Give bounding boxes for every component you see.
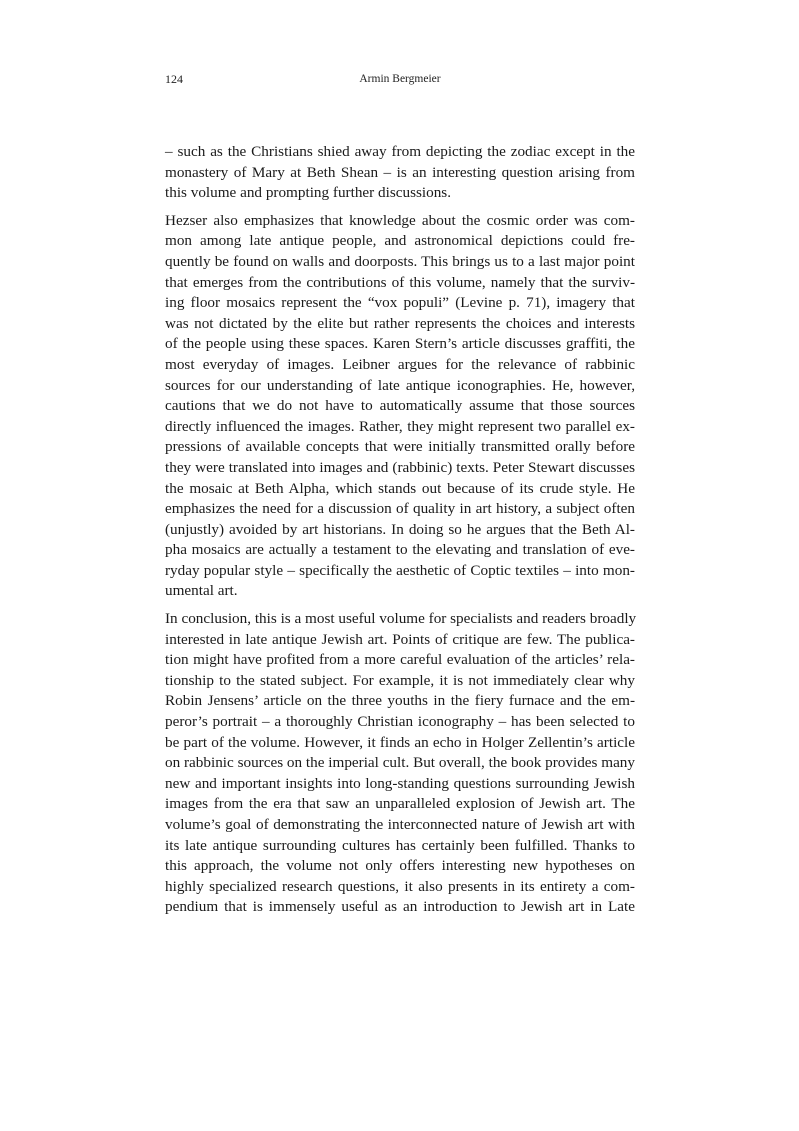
text-line: (unjustly) avoided by art historians. In doing so he argues that the Beth Al- [165, 520, 635, 538]
paragraph-3 [165, 609, 635, 918]
text-line: its late antique surrounding cultures has certainly been fulfilled. Thanks to [165, 836, 635, 854]
text-line: volume’s goal of demonstrating the interconnected nature of Jewish art with [165, 816, 635, 833]
text-line: quently be found on walls and doorposts. This brings us to a last major point [165, 252, 635, 270]
text-line: peror’s portrait – a thoroughly Christian iconography – has been selected to [165, 713, 635, 731]
text-line: emphasizes the need for a discussion of quality in art history, a subject often [165, 500, 635, 518]
text-line: that emerges from the contributions of this volume, namely that the surviv- [165, 273, 635, 291]
page-header [165, 72, 635, 90]
text-line: pha mosaics are actually a testament to the elevating and translation of eve- [165, 541, 635, 559]
text-line: be part of the volume. However, it finds an echo in Holger Zellentin’s article [165, 733, 635, 751]
text-line: interested in late antique Jewish art. Points of critique are few. The publica- [165, 630, 635, 648]
text-line: this approach, the volume not only offers interesting new hypotheses on [165, 857, 635, 875]
text-line: new and important insights into long-standing questions surrounding Jewish [165, 774, 635, 792]
text-line: most everyday of images. Leibner argues for the relevance of rabbinic [165, 355, 635, 373]
text-line: of the people using these spaces. Karen Stern’s article discusses graffiti, the [165, 335, 635, 353]
text-line: mon among late antique people, and astronomical depictions could fre- [165, 232, 635, 250]
text-line: was not dictated by the elite but rather represents the choices and interests [165, 314, 635, 332]
running-head-author: Armin Bergmeier [359, 73, 441, 85]
text-line: images from the era that saw an unparalleled explosion of Jewish art. The [165, 795, 635, 813]
text-line: this volume and prompting further discussions. [165, 184, 452, 202]
text-line: In conclusion, this is a most useful volume for specialists and readers broadly [165, 610, 637, 628]
text-line: they were translated into images and (rabbinic) texts. Peter Stewart discusses [165, 458, 635, 476]
text-line: umental art. [165, 582, 238, 600]
page-number: 124 [165, 72, 183, 86]
paragraph-1 [165, 142, 635, 204]
text-line: Robin Jensens’ article on the three youths in the fiery furnace and the em- [165, 692, 635, 710]
text-line: monastery of Mary at Beth Shean – is an interesting question arising from [165, 163, 635, 181]
text-line: ing floor mosaics represent the “vox populi” (Levine p. 71), imagery that [165, 294, 635, 312]
body-text [165, 142, 635, 925]
text-line: – such as the Christians shied away from depicting the zodiac except in the [165, 143, 635, 160]
text-line: tion might have profited from a more careful evaluation of the articles’ rela- [165, 651, 635, 669]
text-line: Hezser also emphasizes that knowledge about the cosmic order was com- [165, 211, 635, 229]
text-line: on rabbinic sources on the imperial cult. But overall, the book provides many [165, 754, 635, 772]
text-line: the mosaic at Beth Alpha, which stands out because of its crude style. He [165, 479, 635, 497]
text-line: pressions of available concepts that were initially transmitted orally before [165, 438, 635, 456]
text-line: tionship to the stated subject. For example, it is not immediately clear why [165, 671, 635, 689]
text-line: highly specialized research questions, it also presents in its entirety a com- [165, 877, 635, 895]
text-line: sources for our understanding of late antique iconographies. He, however, [165, 376, 635, 394]
paragraph-2 [165, 211, 635, 602]
text-line: pendium that is immensely useful as an introduction to Jewish art in Late [165, 898, 635, 916]
text-line: cautions that we do not have to automatically assume that those sources [165, 397, 635, 415]
text-line: directly influenced the images. Rather, they might represent two parallel ex- [165, 417, 635, 435]
text-line: ryday popular style – specifically the aesthetic of Coptic textiles – into mon- [165, 561, 635, 579]
